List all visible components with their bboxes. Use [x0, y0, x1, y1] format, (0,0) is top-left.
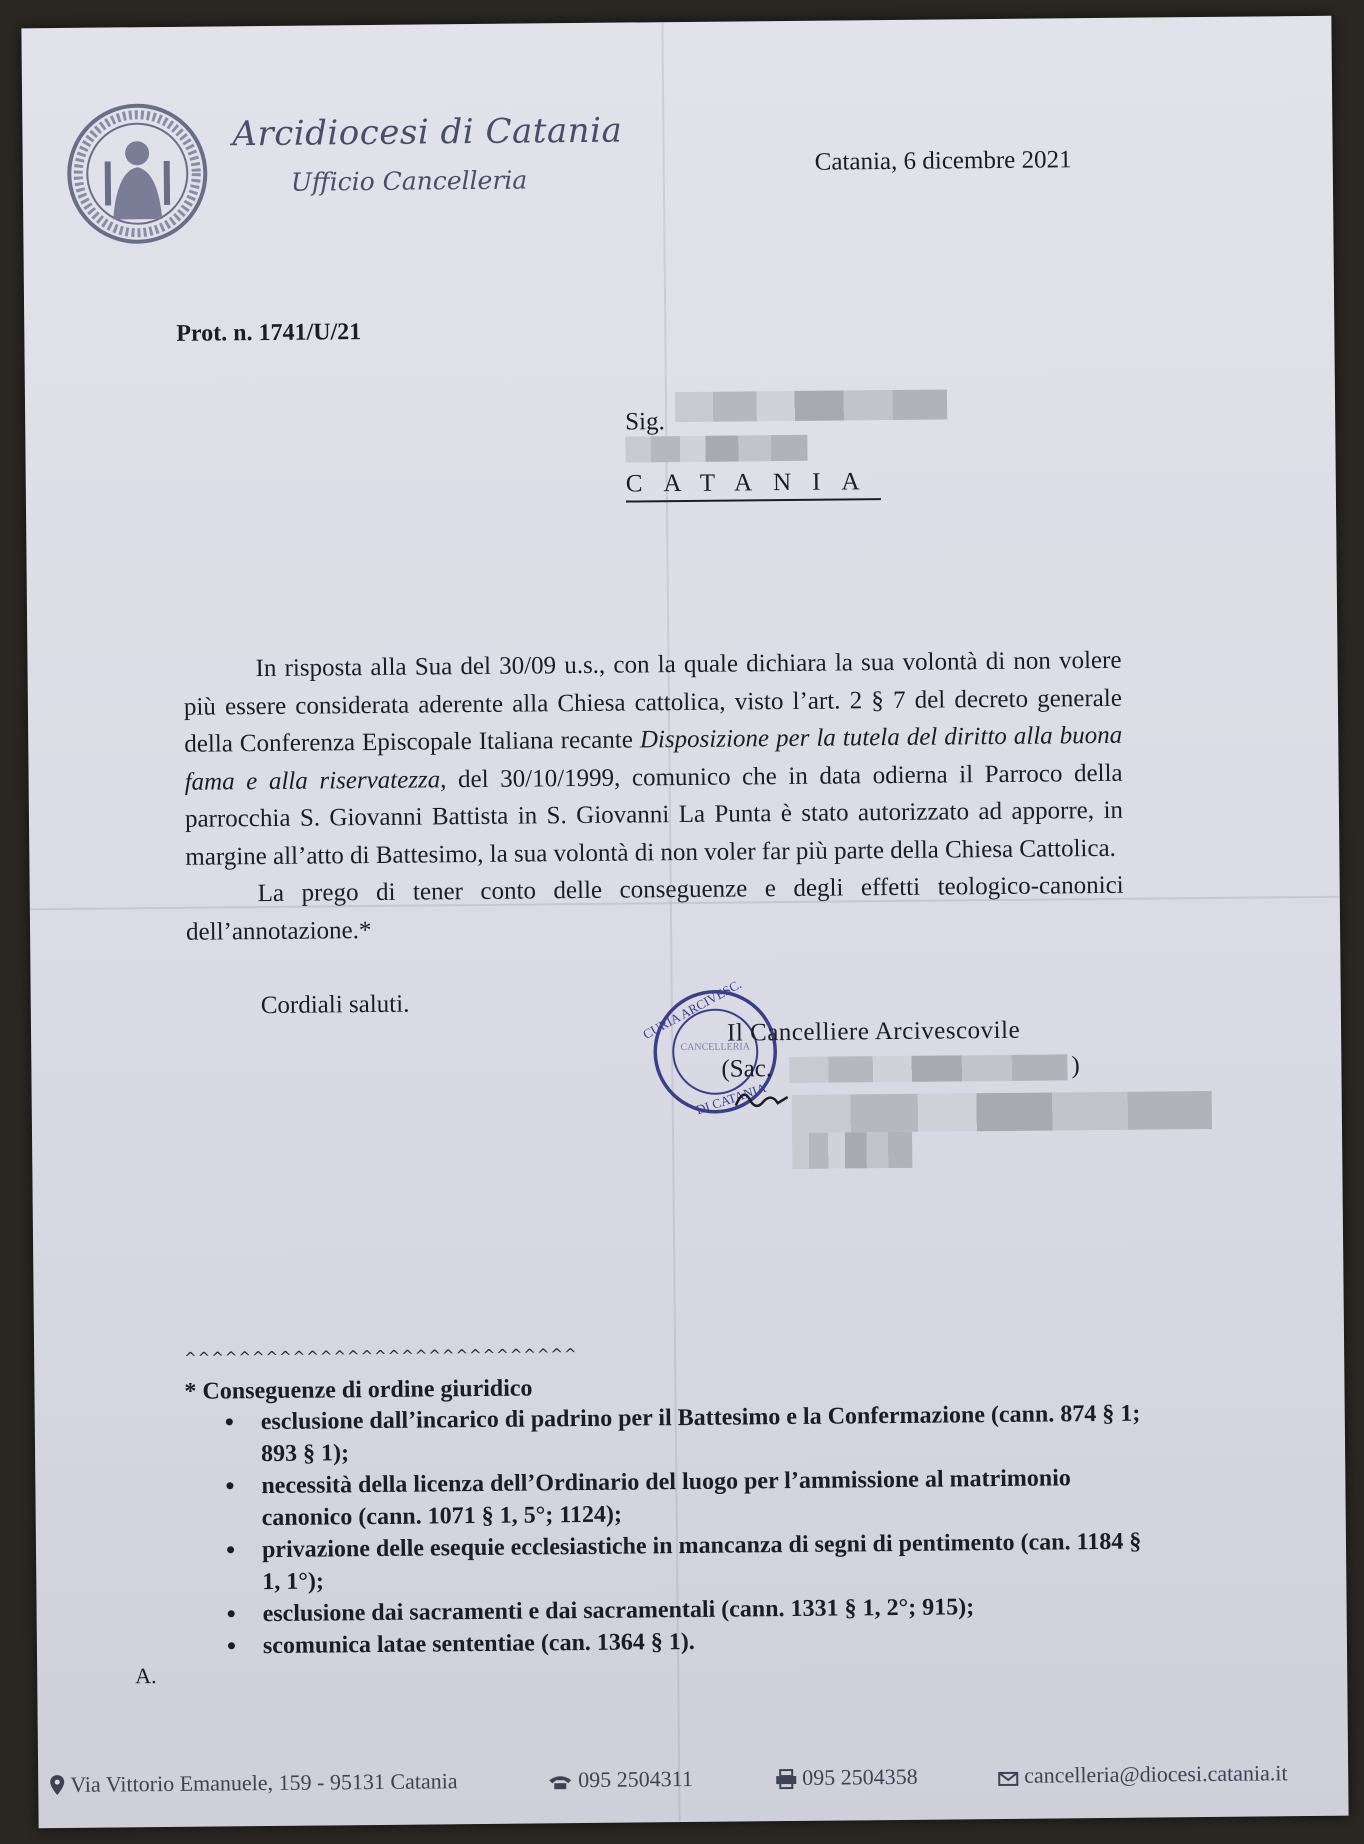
svg-text:CURIA ARCIVESC.: CURIA ARCIVESC. [640, 976, 744, 1042]
list-item: • privazione delle esequie ecclesiastiche in mancanza di segni di pentimento (can. 1184 § 1, 1°); [226, 1526, 1157, 1599]
letter-page [21, 16, 1348, 1828]
footer-phone [548, 1766, 693, 1793]
body-paragraph-1 [183, 642, 1123, 876]
footer-fax-text: 095 2504358 [802, 1763, 918, 1790]
body-paragraph-1-start: In risposta alla Sua del 30/09 u.s., con la quale dichiara la sua volontà di non volere più essere considerata aderente alla Chiesa cattolica, visto l’art. 2 § 7 del decreto generale della Conferenza Episcopale Italiana recante [183, 646, 1122, 758]
handwritten-signature [732, 1085, 792, 1121]
footer-fax [776, 1764, 918, 1791]
protocol-number: Prot. n. 1741/U/21 [176, 319, 362, 347]
svg-text:DI CATANIA: DI CATANIA [694, 1079, 768, 1118]
typist-initial: A. [135, 1663, 157, 1689]
redacted-signer-name [789, 1054, 1067, 1083]
letterhead-office: Ufficio Cancelleria [290, 165, 528, 197]
consequences-list [225, 1398, 1157, 1663]
map-pin-icon [50, 1775, 64, 1795]
phone-icon [548, 1774, 572, 1790]
signer-title: Il Cancelliere Arcivescovile [726, 1016, 1021, 1047]
list-item: • necessità della licenza dell’Ordinario del luogo per l’ammissione al matrimonio canonico (cann. 1071 § 1, 5°; 1124); [225, 1462, 1156, 1535]
letterhead-institution: Arcidiocesi di Catania [232, 110, 623, 155]
footer-email-text: cancelleria@diocesi.catania.it [1024, 1760, 1288, 1788]
fax-icon [776, 1770, 796, 1788]
footer-email [998, 1760, 1288, 1789]
list-item: • scomunica latae sententiae (can. 1364 § 1). [227, 1622, 1157, 1663]
signer-name-open: (Sac. [721, 1055, 773, 1083]
redacted-signature-tail [792, 1132, 912, 1169]
list-item: • esclusione dai sacramenti e dai sacramentali (cann. 1331 § 1, 2°; 915); [226, 1590, 1156, 1631]
closing-greeting: Cordiali saluti. [260, 990, 410, 1020]
body-paragraph-1-end: , del 30/10/1999, comunico che in data odierna il Parroco della parrocchia S. Giovanni Battista in S. Giovanni La Punta è stato autorizzato ad apporre, in margine all’atto di Battesimo, la sua volontà di non voler far più parte della Chiesa Cattolica. [184, 759, 1124, 871]
body-paragraph-2: La prego di tener conto delle conseguenze e degli effetti teologico-canonici dell’annotazione.* [185, 871, 1124, 946]
letter-footer [50, 1760, 1330, 1806]
addressee-city: CATANIA [626, 468, 881, 502]
letter-date: Catania, 6 dicembre 2021 [814, 146, 1072, 176]
footer-address [50, 1768, 458, 1798]
footnote-separator: ^^^^^^^^^^^^^^^^^^^^^^^^^^^^^ [184, 1345, 578, 1367]
signer-name-close: ) [1071, 1052, 1080, 1080]
redacted-signature [792, 1091, 1212, 1133]
decree-title: Disposizione per la tutela del diritto alla buona fama e alla riservatezza [184, 721, 1123, 796]
addressee-salutation: Sig. [625, 408, 665, 436]
list-item: • esclusione dall’incarico di padrino per il Battesimo e la Confermazione (cann. 874 § 1; 893 § 1); [225, 1398, 1156, 1471]
archdiocese-seal-logo [64, 101, 210, 247]
footer-phone-text: 095 2504311 [578, 1765, 694, 1793]
redacted-addressee-name [675, 389, 947, 422]
redacted-addressee-street [625, 435, 807, 463]
letter-body [183, 642, 1124, 951]
footnote-heading: * Conseguenze di ordine giuridico [184, 1375, 533, 1405]
footer-address-text: Via Vittorio Emanuele, 159 - 95131 Catania [70, 1768, 458, 1797]
envelope-icon [998, 1772, 1018, 1786]
svg-text:CANCELLERIA: CANCELLERIA [680, 1041, 750, 1054]
